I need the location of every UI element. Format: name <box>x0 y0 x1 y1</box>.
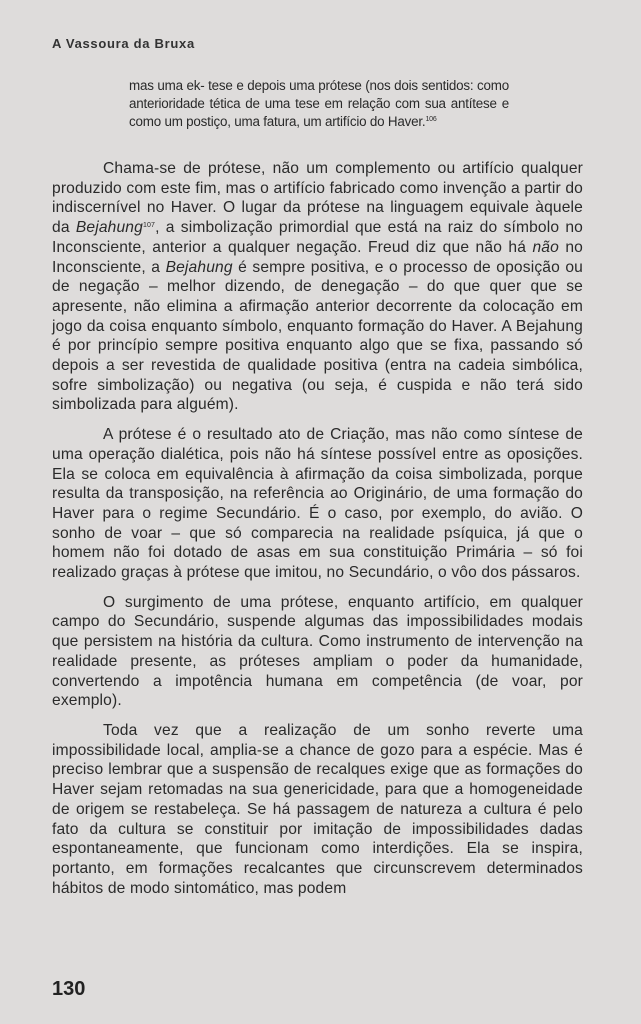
block-quote-text: mas uma ek- tese e depois uma prótese (nos dois sentidos: como anterioridade tética de uma tese em relação com sua antítese e como um postiço, uma fatura, um artifício do Haver. <box>129 78 509 130</box>
block-quote <box>129 77 509 132</box>
paragraph-1-term-bejahung: Bejahung <box>75 219 143 237</box>
paragraph-1-part-e: no Inconsciente, a <box>52 238 583 276</box>
page-number: 130 <box>52 978 86 1000</box>
paragraph-1-term-nao: não <box>532 238 559 256</box>
paragraph-4: Toda vez que a realização de um sonho reverte uma impossibilidade local, amplia-se a chance de gozo para a espécie. Mas é preciso lembrar que a suspensão de recalques exige que as formações do Haver sejam retomadas na sua genericidade, para que a homogeneidade de origem se restabeleça. Se há passagem de natureza a cultura é pelo fato da cultura se constituir por imitação de impossibilidades dadas espontaneamente, que funcionam como interdições. Ela se inspira, portanto, em formações recalcantes que circunscrevem determinados hábitos de modo sintomático, mas podem <box>52 721 583 897</box>
footnote-marker-106: 106 <box>425 116 437 124</box>
paragraph-1-part-g: é sempre positiva, e o processo de oposição ou de negação – melhor dizendo, de denegação – do que quer que se apresente, não elimina a afirmação anterior decorrente da colocação em jogo da coisa enquanto símbolo, enquanto formação do Haver. A Bejahung é por princípio sempre positiva enquanto algo que se fixa, passando só depois a ser revestida de qualidade positiva (entra na cadeia simbólica, sofre simbolização) ou negativa (ou seja, é cuspida e não terá sido simbolizada para alguém). <box>52 258 583 414</box>
paragraph-3: O surgimento de uma prótese, enquanto artifício, em qualquer campo do Secundário, suspende algumas das impossibilidades modais que persistem na história da cultura. Como instrumento de intervenção na realidade presente, as próteses ampliam o poder da humanidade, convertendo a impotência humana em competência (de voar, por exemplo). <box>52 593 583 710</box>
running-head: A Vassoura da Bruxa <box>52 36 195 51</box>
paragraph-1 <box>52 159 583 415</box>
footnote-marker-107: 107 <box>142 222 156 230</box>
paragraph-1-part-a: Chama-se de prótese, não um complemento ou artifício qualquer produzido com este fim, mas o artifício fabricado como invenção a partir do indiscernível no Haver. O lugar da prótese na linguagem equivale àquele da <box>52 160 583 237</box>
paragraph-2: A prótese é o resultado ato de Criação, mas não como síntese de uma operação dialética, pois não há síntese possível entre as oposições. Ela se coloca em equivalência à afirmação da coisa simbolizada, porque resulta da transposição, na referência ao Originário, de uma formação do Haver para o regime Secundário. É o caso, por exemplo, do avião. O sonho de voar – que só comparecia na realidade psíquica, já que o homem não foi dotado de asas em sua constituição Primária – só foi realizado graças à prótese que imitou, no Secundário, o vôo dos pássaros. <box>52 426 583 582</box>
body-text <box>52 159 583 908</box>
paragraph-1-part-c: , a simbolização primordial que está na raiz do símbolo no Inconsciente, anterior a qualquer negação. Freud diz que não há <box>52 219 583 256</box>
paragraph-1-term-bejahung-2: Bejahung <box>165 258 233 276</box>
